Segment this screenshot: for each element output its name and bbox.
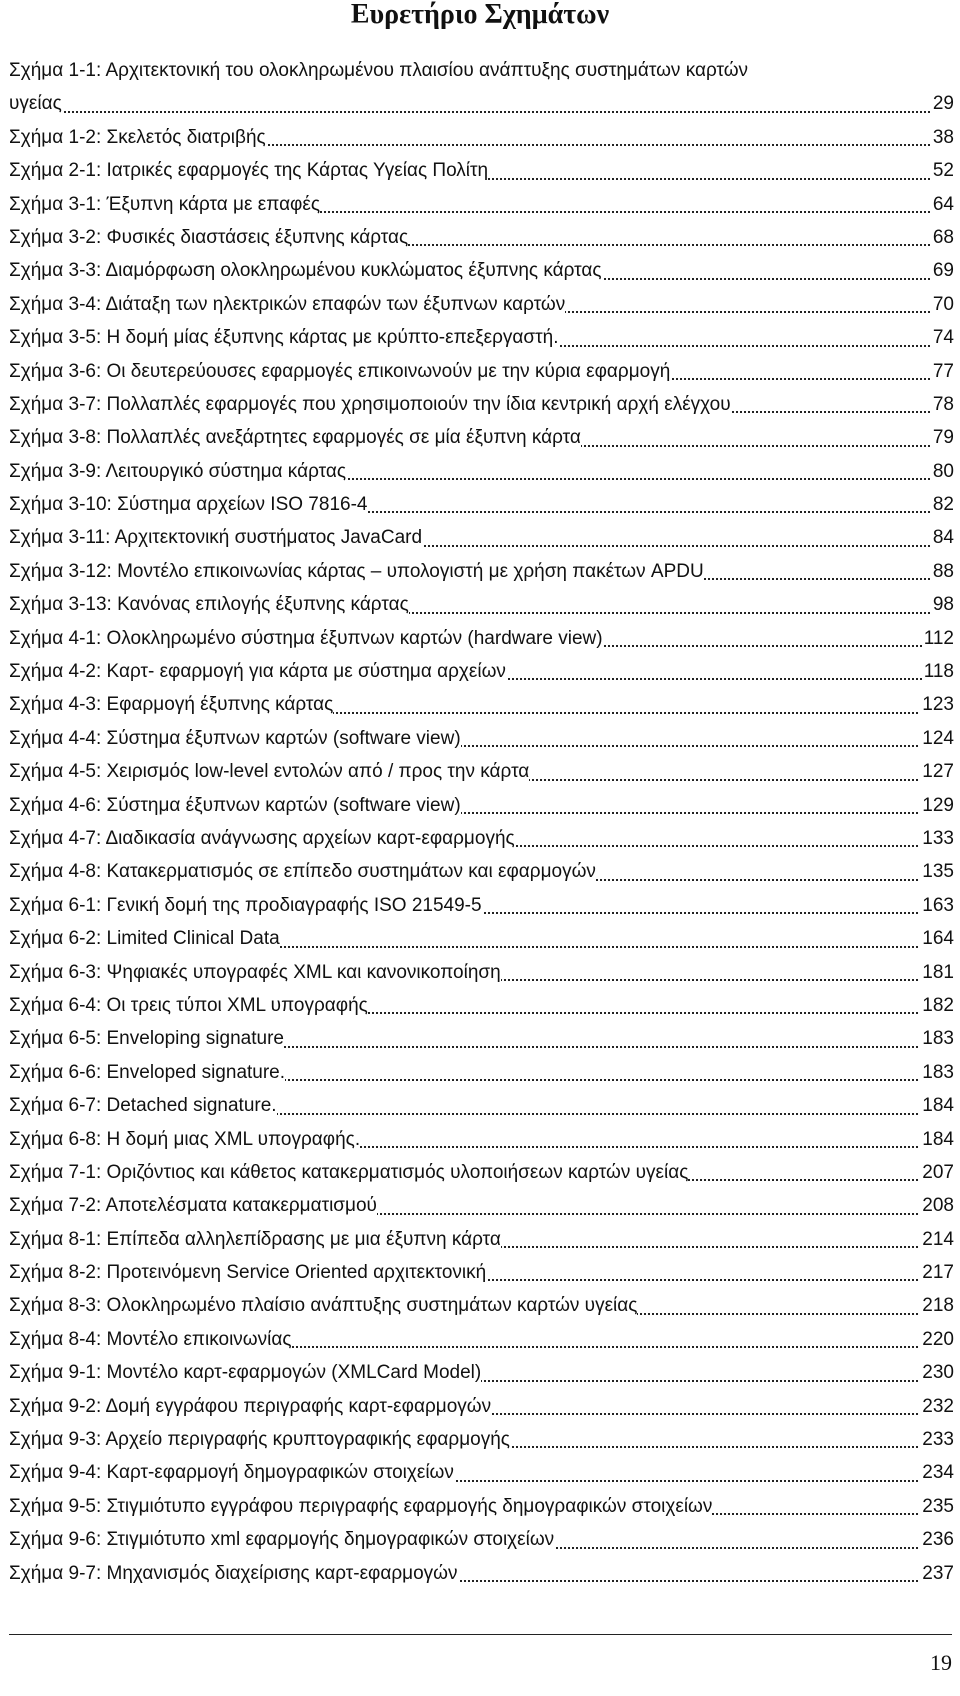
toc-entry[interactable] [0,588,954,621]
toc-entry-label: Σχήμα 6-3: Ψηφιακές υπογραφές XML και κανονικοποίηση [9,961,501,983]
toc-entry-page: 217 [920,1256,954,1289]
toc-entry-page: 183 [920,1022,954,1055]
toc-entry[interactable] [0,822,954,855]
toc-entry-page: 237 [920,1557,954,1590]
toc-entry[interactable] [0,655,954,688]
toc-entry[interactable] [0,421,954,454]
toc-entry-label: Σχήμα 7-1: Οριζόντιος και κάθετος κατακερματισμός υλοποιήσεων καρτών υγείας [9,1161,689,1183]
toc-entry-page: 233 [920,1423,954,1456]
toc-entry[interactable] [0,1356,954,1389]
toc-entry-page: 77 [931,355,954,388]
toc-entry-page: 207 [920,1156,954,1189]
toc-entry[interactable] [0,1022,954,1055]
toc-entry[interactable] [0,1456,954,1489]
toc-entry-label: Σχήμα 9-6: Στιγμιότυπο xml εφαρμογής δημογραφικών στοιχείων [9,1529,555,1551]
toc-entry[interactable] [0,388,954,421]
toc-entry-label: Σχήμα 3-2: Φυσικές διαστάσεις έξυπνης κάρτας [9,226,409,248]
toc-entry-label: Σχήμα 3-7: Πολλαπλές εφαρμογές που χρησιμοποιούν την ίδια κεντρική αρχή ελέγχου [9,393,731,415]
toc-entry[interactable] [0,1156,954,1189]
toc-entry-label: Σχήμα 3-1: Έξυπνη κάρτα με επαφές [9,193,320,215]
toc-entry-page: 88 [931,555,954,588]
toc-entry-page: 80 [931,455,954,488]
toc-entry-label: Σχήμα 9-7: Μηχανισμός διαχείρισης καρτ-εφαρμογών [9,1562,458,1584]
toc-entry[interactable] [0,1089,954,1122]
toc-entry[interactable] [0,722,954,755]
toc-entry[interactable] [0,488,954,521]
toc-entry-page: 181 [920,956,954,989]
toc-entry-label: Σχήμα 6-6: Enveloped signature. [9,1061,286,1083]
toc-entry[interactable] [0,889,954,922]
toc-entry-page: 112 [922,622,954,655]
toc-entry[interactable] [0,1490,954,1523]
toc-entry-label: Σχήμα 3-6: Οι δευτερεύουσες εφαρμογές επικοινωνούν με την κύρια εφαρμογή [9,360,671,382]
toc-entry[interactable] [0,355,954,388]
page-title: Ευρετήριο Σχημάτων [350,0,610,30]
toc-entry[interactable] [0,221,954,254]
toc-entry-label: Σχήμα 3-11: Αρχιτεκτονική συστήματος JavaCard [9,527,423,549]
toc-entry-label: Σχήμα 6-8: Η δομή μιας XML υπογραφής. [9,1128,361,1150]
toc-entry-label: Σχήμα 3-8: Πολλαπλές ανεξάρτητες εφαρμογές σε μία έξυπνη κάρτα [9,427,581,449]
toc-entry-label: Σχήμα 4-7: Διαδικασία ανάγνωσης αρχείων καρτ-εφαρμογής [9,827,515,849]
toc-entry[interactable] [0,1557,954,1590]
toc-entry-label: Σχήμα 4-6: Σύστημα έξυπνων καρτών (software view) [9,794,461,816]
toc-entry-page: 123 [920,688,954,721]
table-of-figures [0,54,954,1590]
toc-entry-first-line [0,54,954,87]
toc-entry-label: Σχήμα 6-5: Enveloping signature [9,1028,284,1050]
toc-entry-label: Σχήμα 3-12: Μοντέλο επικοινωνίας κάρτας – υπολογιστή με χρήση πακέτων APDU [9,560,704,582]
toc-entry-label: Σχήμα 3-13: Κανόνας επιλογής έξυπνης κάρτας [9,594,409,616]
toc-entry-label: Σχήμα 3-9: Λειτουργικό σύστημα κάρτας [9,460,346,482]
toc-entry-label: Σχήμα 8-1: Επίπεδα αλληλεπίδρασης με μια έξυπνη κάρτα [9,1228,501,1250]
toc-entry[interactable] [0,789,954,822]
toc-entry-page: 184 [920,1089,954,1122]
toc-entry-page: 52 [931,154,954,187]
toc-entry-page: 127 [920,755,954,788]
toc-entry-page: 69 [931,254,954,287]
toc-entry-label: Σχήμα 8-4: Μοντέλο επικοινωνίας [9,1328,292,1350]
toc-entry-page: 118 [922,655,954,688]
toc-entry[interactable] [0,1123,954,1156]
toc-entry-page: 184 [920,1123,954,1156]
toc-entry-page: 82 [931,488,954,521]
toc-entry-label: Σχήμα 2-1: Ιατρικές εφαρμογές της Κάρτας Υγείας Πολίτη [9,160,489,182]
toc-entry[interactable] [0,154,954,187]
toc-entry[interactable] [0,321,954,354]
toc-entry[interactable] [0,1223,954,1256]
toc-entry-label: Σχήμα 3-5: Η δομή μίας έξυπνης κάρτας με κρύπτο-επεξεργαστή. [9,327,559,349]
toc-entry-label: Σχήμα 4-1: Ολοκληρωμένο σύστημα έξυπνων καρτών (hardware view) [9,627,603,649]
toc-entry-label: Σχήμα 3-10: Σύστημα αρχείων ISO 7816-4 [9,494,368,516]
toc-entry[interactable] [0,288,954,321]
toc-entry-page: 236 [920,1523,954,1556]
toc-entry-label: Σχήμα 6-2: Limited Clinical Data [9,928,280,950]
toc-entry-page: 235 [920,1490,954,1523]
toc-entry[interactable] [0,688,954,721]
toc-entry-page: 220 [920,1323,954,1356]
toc-entry-label: Σχήμα 8-3: Ολοκληρωμένο πλαίσιο ανάπτυξης συστημάτων καρτών υγείας [9,1295,638,1317]
toc-entry-page: 74 [931,321,954,354]
toc-entry-label: Σχήμα 1-1: Αρχιτεκτονική του ολοκληρωμένου πλαισίου ανάπτυξης συστημάτων καρτών [9,60,749,81]
toc-entry-label: Σχήμα 6-4: Οι τρεις τύποι XML υπογραφής [9,994,368,1016]
toc-entry-label: Σχήμα 6-7: Detached signature. [9,1095,277,1117]
toc-entry-page: 84 [931,521,954,554]
dot-leader [9,111,954,113]
toc-entry-label: Σχήμα 8-2: Προτεινόμενη Service Oriented αρχιτεκτονική [9,1262,487,1284]
toc-entry-page: 78 [931,388,954,421]
toc-entry-page: 29 [931,87,954,120]
toc-entry-label: Σχήμα 9-1: Μοντέλο καρτ-εφαρμογών (XMLCard Model) [9,1362,482,1384]
toc-entry[interactable] [0,1523,954,1556]
toc-entry-page: 214 [920,1223,954,1256]
toc-entry-page: 218 [920,1289,954,1322]
toc-entry[interactable] [0,188,954,221]
toc-entry-page: 182 [920,989,954,1022]
toc-entry[interactable] [0,254,954,287]
toc-entry-label: Σχήμα 4-2: Καρτ- εφαρμογή για κάρτα με σύστημα αρχείων [9,661,506,683]
toc-entry[interactable] [0,555,954,588]
toc-entry-page: 183 [920,1056,954,1089]
toc-entry-page: 70 [931,288,954,321]
toc-entry[interactable] [0,1323,954,1356]
toc-entry[interactable] [0,622,954,655]
toc-entry-page: 230 [920,1356,954,1389]
toc-entry[interactable] [0,755,954,788]
toc-entry[interactable] [0,455,954,488]
toc-entry-page: 135 [920,855,954,888]
toc-entry[interactable] [0,989,954,1022]
toc-entry-label: Σχήμα 3-4: Διάταξη των ηλεκτρικών επαφών των έξυπνων καρτών [9,293,566,315]
page-number: 19 [930,1650,952,1675]
toc-entry-page: 234 [920,1456,954,1489]
toc-entry-page: 208 [920,1189,954,1222]
toc-entry-label: υγείας [9,93,62,115]
toc-entry-label: Σχήμα 4-5: Χειρισμός low-level εντολών από / προς την κάρτα [9,761,530,783]
toc-entry[interactable] [0,521,954,554]
toc-entry-page: 232 [920,1390,954,1423]
toc-entry-page: 64 [931,188,954,221]
toc-entry-page: 68 [931,221,954,254]
toc-entry[interactable] [0,87,954,120]
toc-entry-label: Σχήμα 6-1: Γενική δομή της προδιαγραφής ISO 21549-5 [9,894,482,916]
toc-entry-page: 129 [920,789,954,822]
toc-entry[interactable] [0,1390,954,1423]
toc-entry-label: Σχήμα 4-3: Εφαρμογή έξυπνης κάρτας [9,694,334,716]
toc-entry[interactable] [0,1189,954,1222]
toc-entry-label: Σχήμα 3-3: Διαμόρφωση ολοκληρωμένου κυκλώματος έξυπνης κάρτας [9,260,602,282]
toc-entry-page: 163 [920,889,954,922]
toc-entry-page: 79 [931,421,954,454]
toc-entry-label: Σχήμα 9-2: Δομή εγγράφου περιγραφής καρτ-εφαρμογών [9,1395,492,1417]
toc-entry-label: Σχήμα 1-2: Σκελετός διατριβής [9,126,266,148]
toc-entry-label: Σχήμα 4-4: Σύστημα έξυπνων καρτών (software view) [9,727,461,749]
toc-entry[interactable] [0,956,954,989]
toc-entry[interactable] [0,1289,954,1322]
toc-entry-label: Σχήμα 7-2: Αποτελέσματα κατακερματισμού [9,1195,377,1217]
toc-entry-page: 133 [920,822,954,855]
toc-entry-page: 98 [931,588,954,621]
toc-entry[interactable] [0,1056,954,1089]
toc-entry[interactable] [0,855,954,888]
toc-entry-page: 164 [920,922,954,955]
footer-divider [9,1634,952,1635]
toc-entry[interactable] [0,922,954,955]
toc-entry-label: Σχήμα 9-3: Αρχείο περιγραφής κρυπτογραφικής εφαρμογής [9,1429,510,1451]
toc-entry[interactable] [0,121,954,154]
toc-entry-label: Σχήμα 9-5: Στιγμιότυπο εγγράφου περιγραφής εφαρμογής δημογραφικών στοιχείων [9,1495,713,1517]
toc-entry-page: 124 [920,722,954,755]
toc-entry[interactable] [0,1256,954,1289]
toc-entry-label: Σχήμα 9-4: Καρτ-εφαρμογή δημογραφικών στοιχείων [9,1462,454,1484]
toc-entry[interactable] [0,1423,954,1456]
toc-entry-label: Σχήμα 4-8: Κατακερματισμός σε επίπεδο συστημάτων και εφαρμογών [9,861,596,883]
toc-entry-page: 38 [931,121,954,154]
